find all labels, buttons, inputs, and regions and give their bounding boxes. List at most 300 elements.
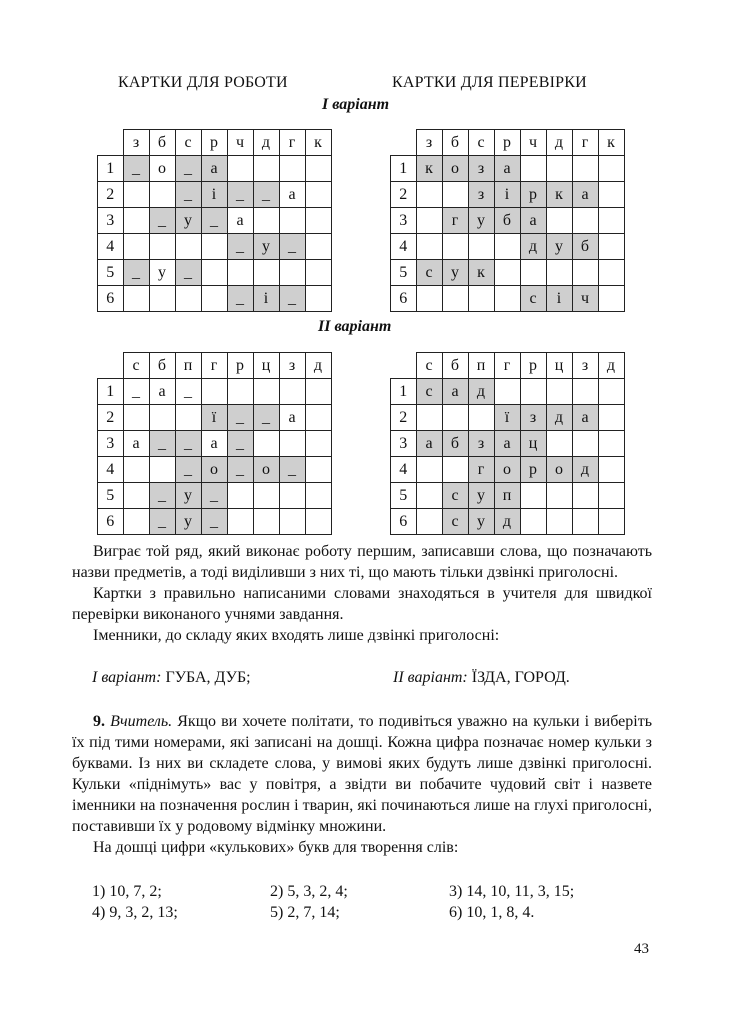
grid-row-number: 2 <box>391 405 417 431</box>
grid-cell: _ <box>253 182 279 208</box>
grid-cell: _ <box>175 182 201 208</box>
grid-cell <box>253 431 279 457</box>
paragraph-nouns-voiced: Іменники, до складу яких входять лише дзвінкі приголосні: <box>93 627 500 644</box>
grid-cell <box>572 509 598 535</box>
grid-cell <box>279 260 305 286</box>
grid-cell <box>598 509 624 535</box>
grid-cell <box>598 156 624 182</box>
grid-cell <box>305 286 331 312</box>
grid-row-number: 1 <box>391 379 417 405</box>
grid-cell <box>468 286 494 312</box>
grid-cell: р <box>520 182 546 208</box>
grid-cell: з <box>468 182 494 208</box>
grid-cell <box>201 260 227 286</box>
grid-cell <box>520 483 546 509</box>
grid-row <box>391 483 625 509</box>
grid-cell: ч <box>572 286 598 312</box>
grid-cell <box>201 379 227 405</box>
grid-cell: _ <box>123 379 149 405</box>
answer-variant-1-label: І варіант: <box>92 669 162 686</box>
grid-cell: _ <box>201 483 227 509</box>
grid-cell: г <box>468 457 494 483</box>
task-9-item-5: 5) 2, 7, 14; <box>270 904 340 921</box>
grid-cell: _ <box>149 509 175 535</box>
grid-row-number: 6 <box>98 509 124 535</box>
grid-cell <box>416 405 442 431</box>
grid-cell: с <box>520 286 546 312</box>
grid-cell: і <box>494 182 520 208</box>
grid-cell <box>279 509 305 535</box>
grid-cell: у <box>468 208 494 234</box>
grid-cell: о <box>253 457 279 483</box>
grid-column-header: д <box>598 353 624 379</box>
grid-cell <box>175 286 201 312</box>
grid-cell: а <box>227 208 253 234</box>
grid-cell: а <box>279 405 305 431</box>
grid-cell <box>123 457 149 483</box>
grid-cell: а <box>123 431 149 457</box>
grid-cell: ц <box>520 431 546 457</box>
grid-row-number: 4 <box>391 457 417 483</box>
grid-column-header: с <box>175 130 201 156</box>
grid-cell <box>598 457 624 483</box>
grid-cell: у <box>442 260 468 286</box>
grid-cell <box>305 234 331 260</box>
grid-column-header: ч <box>227 130 253 156</box>
grid-row-number: 1 <box>98 156 124 182</box>
grid-column-header: с <box>416 353 442 379</box>
task-9-text: Якщо ви хочете політати, то подивіться уважно на кульки і виберіть їх під тими номерами, які записані на дошці. Кожна цифра позначає номер кульки з буквами. Із них ви складете слова, у вимові яких будуть лише дзвінкі приголосні. Кульки «піднімуть» вас у повітря, а звідти ви побачите чудовий світ і назвете іменники на позначення рослин і тварин, які починаються лише на глухі приголосні, поставивши їх у родовому відмінку множини. <box>72 713 652 835</box>
grid-cell: а <box>520 208 546 234</box>
grid-cell: _ <box>227 286 253 312</box>
body-text-block <box>72 541 652 646</box>
grid-cell <box>468 405 494 431</box>
grid-cell <box>520 156 546 182</box>
grid-cell: а <box>201 156 227 182</box>
grid-cell: с <box>442 483 468 509</box>
grid-cell <box>598 379 624 405</box>
grid-cell <box>546 156 572 182</box>
answer-variant-2-words: ЇЗДА, ГОРОД. <box>471 669 570 686</box>
grid-cell: б <box>442 431 468 457</box>
grid-cell: д <box>520 234 546 260</box>
grid-cell: _ <box>175 457 201 483</box>
grid-row-number: 6 <box>391 509 417 535</box>
grid-cell: а <box>149 379 175 405</box>
task-9-paragraph <box>72 711 652 837</box>
grid-cell: б <box>572 234 598 260</box>
answer-variant-1-words: ГУБА, ДУБ; <box>165 669 251 686</box>
grid-row <box>98 182 332 208</box>
grid-variant-1-check <box>390 129 625 312</box>
grid-column-header: б <box>442 130 468 156</box>
grid-cell: с <box>442 509 468 535</box>
grid-row-number: 6 <box>391 286 417 312</box>
grid-cell: _ <box>253 405 279 431</box>
grid-row <box>98 234 332 260</box>
grid-cell <box>123 286 149 312</box>
grid-variant-2-check <box>390 352 625 535</box>
grid-cell <box>572 379 598 405</box>
grid-cell: б <box>494 208 520 234</box>
grid-cell <box>520 379 546 405</box>
grid-column-header: ч <box>520 130 546 156</box>
grid-row <box>391 457 625 483</box>
grid-row <box>391 208 625 234</box>
grid-cell <box>572 483 598 509</box>
grid-row-number: 3 <box>391 431 417 457</box>
grid-cell <box>175 405 201 431</box>
grid-cell: _ <box>279 234 305 260</box>
grid-cell <box>598 208 624 234</box>
grid-column-header: р <box>520 353 546 379</box>
grid-row-number: 5 <box>98 260 124 286</box>
grid-row-number: 3 <box>98 431 124 457</box>
grid-cell: а <box>494 156 520 182</box>
grid-column-header: б <box>149 353 175 379</box>
grid-cell <box>598 286 624 312</box>
grid-cell: а <box>201 431 227 457</box>
grid-column-header: р <box>494 130 520 156</box>
grid-cell: _ <box>201 208 227 234</box>
grid-column-header: п <box>468 353 494 379</box>
grid-cell: _ <box>123 156 149 182</box>
grid-cell: к <box>546 182 572 208</box>
grid-cell <box>442 405 468 431</box>
grid-column-header: г <box>494 353 520 379</box>
grid-row <box>98 431 332 457</box>
grid-cell <box>201 286 227 312</box>
variant-1-heading: І варіант <box>322 96 390 113</box>
grid-cell <box>253 156 279 182</box>
grid-cell <box>279 208 305 234</box>
grid-cell: _ <box>149 483 175 509</box>
grid-cell <box>305 260 331 286</box>
heading-check-cards: КАРТКИ ДЛЯ ПЕРЕВІРКИ <box>392 74 587 91</box>
grid-row-number: 5 <box>98 483 124 509</box>
grid-cell <box>279 379 305 405</box>
grid-cell: с <box>416 379 442 405</box>
grid-cell <box>546 379 572 405</box>
grid-cell <box>305 405 331 431</box>
grid-row-number: 2 <box>98 182 124 208</box>
grid-row <box>391 379 625 405</box>
grid-cell: у <box>468 483 494 509</box>
grid-row <box>98 156 332 182</box>
grid-cell <box>253 509 279 535</box>
grid-cell <box>416 286 442 312</box>
grid-row <box>98 379 332 405</box>
grid-row <box>391 156 625 182</box>
task-9-block <box>72 711 652 858</box>
grid-cell: _ <box>279 457 305 483</box>
grid-cell <box>442 182 468 208</box>
grid-cell: о <box>546 457 572 483</box>
grid-cell <box>253 379 279 405</box>
grid-cell <box>227 260 253 286</box>
grid-row <box>391 234 625 260</box>
grid-cell <box>520 509 546 535</box>
grid-cell <box>520 260 546 286</box>
grid-cell <box>123 483 149 509</box>
grid-cell <box>305 483 331 509</box>
grid-cell: г <box>442 208 468 234</box>
grid-row <box>98 483 332 509</box>
answer-variant-2-label: ІІ варіант: <box>393 669 468 686</box>
grid-cell <box>305 182 331 208</box>
grid-cell: у <box>175 208 201 234</box>
task-9-speaker: Вчитель. <box>110 713 173 730</box>
grid-cell <box>494 379 520 405</box>
grid-cell <box>416 234 442 260</box>
grid-cell: а <box>494 431 520 457</box>
grid-column-header: д <box>253 130 279 156</box>
grid-cell: у <box>175 509 201 535</box>
grid-cell <box>149 457 175 483</box>
grid-cell <box>598 260 624 286</box>
grid-cell: _ <box>279 286 305 312</box>
grid-cell <box>598 431 624 457</box>
grid-corner <box>98 353 124 379</box>
grid-cell: з <box>468 156 494 182</box>
grid-cell <box>227 379 253 405</box>
grid-column-header: с <box>468 130 494 156</box>
grid-cell: _ <box>123 260 149 286</box>
grid-row-number: 3 <box>98 208 124 234</box>
grid-cell: а <box>416 431 442 457</box>
grid-cell <box>227 156 253 182</box>
grid-cell: і <box>253 286 279 312</box>
task-9-item-1: 1) 10, 7, 2; <box>92 883 162 900</box>
grid-row <box>98 286 332 312</box>
grid-cell <box>416 509 442 535</box>
grid-cell: з <box>520 405 546 431</box>
grid-column-header: з <box>572 353 598 379</box>
grid-cell <box>494 286 520 312</box>
grid-row <box>391 260 625 286</box>
grid-cell: р <box>520 457 546 483</box>
grid-cell <box>416 208 442 234</box>
grid-column-header: б <box>442 353 468 379</box>
grid-cell <box>416 457 442 483</box>
grid-row <box>391 509 625 535</box>
grid-row-number: 4 <box>98 457 124 483</box>
grid-column-header: г <box>279 130 305 156</box>
grid-variant-2-work <box>97 352 332 535</box>
grid-cell: _ <box>227 234 253 260</box>
grid-cell <box>572 156 598 182</box>
grid-cell: у <box>175 483 201 509</box>
grid-cell <box>572 208 598 234</box>
grid-cell <box>305 156 331 182</box>
task-9-board-line: На дошці цифри «кулькових» букв для творення слів: <box>93 839 459 856</box>
grid-cell: д <box>572 457 598 483</box>
grid-row <box>391 405 625 431</box>
grid-column-header: с <box>123 353 149 379</box>
grid-row-number: 1 <box>98 379 124 405</box>
grid-row-number: 2 <box>391 182 417 208</box>
grid-cell: о <box>201 457 227 483</box>
grid-cell <box>546 208 572 234</box>
grid-column-header: д <box>305 353 331 379</box>
grid-cell <box>123 208 149 234</box>
grid-row <box>98 260 332 286</box>
grid-cell: о <box>494 457 520 483</box>
grid-cell: і <box>546 286 572 312</box>
grid-cell <box>123 509 149 535</box>
grid-cell: у <box>546 234 572 260</box>
grid-row-number: 2 <box>98 405 124 431</box>
heading-work-cards: КАРТКИ ДЛЯ РОБОТИ <box>118 74 288 91</box>
task-9-item-4: 4) 9, 3, 2, 13; <box>92 904 178 921</box>
grid-cell: у <box>149 260 175 286</box>
grid-cell: ї <box>494 405 520 431</box>
grid-column-header: з <box>279 353 305 379</box>
grid-cell <box>279 156 305 182</box>
grid-row <box>391 182 625 208</box>
grid-cell: о <box>149 156 175 182</box>
page-number: 43 <box>634 941 649 957</box>
grid-cell: а <box>572 182 598 208</box>
grid-row <box>98 509 332 535</box>
grid-cell <box>572 431 598 457</box>
grid-cell <box>546 509 572 535</box>
grid-column-header: к <box>305 130 331 156</box>
grid-row <box>391 286 625 312</box>
grid-cell <box>123 234 149 260</box>
grid-cell: ї <box>201 405 227 431</box>
grid-column-header: ц <box>253 353 279 379</box>
paragraph-winner-rule: Виграє той ряд, який виконає роботу першим, записавши слова, що позначають назви предметів, а тоді виділивши з них ті, що мають тільки дзвінкі приголосні. <box>72 543 652 581</box>
grid-cell: д <box>468 379 494 405</box>
grid-column-header: к <box>598 130 624 156</box>
grid-cell <box>442 457 468 483</box>
grid-column-header: р <box>227 353 253 379</box>
grid-cell: _ <box>175 260 201 286</box>
grid-variant-1-work <box>97 129 332 312</box>
grid-row <box>98 405 332 431</box>
grid-cell <box>253 260 279 286</box>
grid-cell: п <box>494 483 520 509</box>
grid-cell <box>123 405 149 431</box>
grid-cell <box>305 431 331 457</box>
task-9-item-3: 3) 14, 10, 11, 3, 15; <box>449 883 575 900</box>
task-9-number: 9. <box>93 713 105 730</box>
grid-cell: о <box>442 156 468 182</box>
grid-cell <box>305 457 331 483</box>
grid-cell <box>123 182 149 208</box>
grid-cell <box>149 182 175 208</box>
grid-cell <box>305 379 331 405</box>
grid-row-number: 3 <box>391 208 417 234</box>
grid-cell: _ <box>227 431 253 457</box>
grid-column-header: г <box>572 130 598 156</box>
grid-cell: а <box>442 379 468 405</box>
grid-row <box>391 431 625 457</box>
grid-cell: _ <box>201 509 227 535</box>
paragraph-teacher-cards: Картки з правильно написаними словами знаходяться в учителя для швидкої перевірки виконаного учнями завдання. <box>72 585 652 623</box>
grid-cell <box>305 509 331 535</box>
grid-column-header: ц <box>546 353 572 379</box>
grid-column-header: б <box>149 130 175 156</box>
grid-cell <box>494 234 520 260</box>
grid-cell: _ <box>175 431 201 457</box>
grid-cell: і <box>201 182 227 208</box>
grid-cell: к <box>416 156 442 182</box>
grid-cell: с <box>416 260 442 286</box>
grid-corner <box>391 353 417 379</box>
grid-cell: а <box>279 182 305 208</box>
answer-variant-2 <box>393 667 570 688</box>
grid-column-header: г <box>201 353 227 379</box>
grid-cell: _ <box>149 431 175 457</box>
grid-cell: _ <box>149 208 175 234</box>
task-9-item-6: 6) 10, 1, 8, 4. <box>449 904 535 921</box>
grid-cell: у <box>468 509 494 535</box>
grid-cell <box>149 234 175 260</box>
grid-cell <box>442 234 468 260</box>
grid-cell: _ <box>175 156 201 182</box>
grid-cell <box>201 234 227 260</box>
grid-column-header: д <box>546 130 572 156</box>
grid-cell <box>149 286 175 312</box>
grid-cell <box>598 483 624 509</box>
grid-cell <box>279 483 305 509</box>
grid-row-number: 4 <box>391 234 417 260</box>
grid-cell <box>572 260 598 286</box>
grid-cell: у <box>253 234 279 260</box>
grid-cell <box>149 405 175 431</box>
grid-row-number: 5 <box>391 260 417 286</box>
grid-cell: д <box>546 405 572 431</box>
task-9-item-2: 2) 5, 3, 2, 4; <box>270 883 348 900</box>
grid-cell <box>175 234 201 260</box>
grid-row-number: 5 <box>391 483 417 509</box>
grid-cell <box>468 234 494 260</box>
grid-cell: д <box>494 509 520 535</box>
grid-row-number: 4 <box>98 234 124 260</box>
grid-cell <box>253 483 279 509</box>
grid-row <box>98 208 332 234</box>
grid-cell <box>253 208 279 234</box>
grid-row-number: 1 <box>391 156 417 182</box>
grid-corner <box>98 130 124 156</box>
grid-cell: _ <box>227 405 253 431</box>
grid-cell <box>305 208 331 234</box>
grid-cell <box>546 431 572 457</box>
grid-cell <box>279 431 305 457</box>
grid-cell: _ <box>175 379 201 405</box>
grid-cell: з <box>468 431 494 457</box>
grid-cell <box>227 509 253 535</box>
grid-column-header: з <box>123 130 149 156</box>
grid-cell <box>598 405 624 431</box>
grid-cell: а <box>572 405 598 431</box>
grid-cell <box>546 483 572 509</box>
grid-corner <box>391 130 417 156</box>
grid-cell <box>546 260 572 286</box>
grid-cell: к <box>468 260 494 286</box>
grid-row <box>98 457 332 483</box>
grid-column-header: з <box>416 130 442 156</box>
grid-cell <box>598 182 624 208</box>
grid-cell <box>416 483 442 509</box>
grid-cell <box>416 182 442 208</box>
grid-cell <box>598 234 624 260</box>
grid-cell <box>442 286 468 312</box>
grid-cell <box>227 483 253 509</box>
grid-column-header: р <box>201 130 227 156</box>
